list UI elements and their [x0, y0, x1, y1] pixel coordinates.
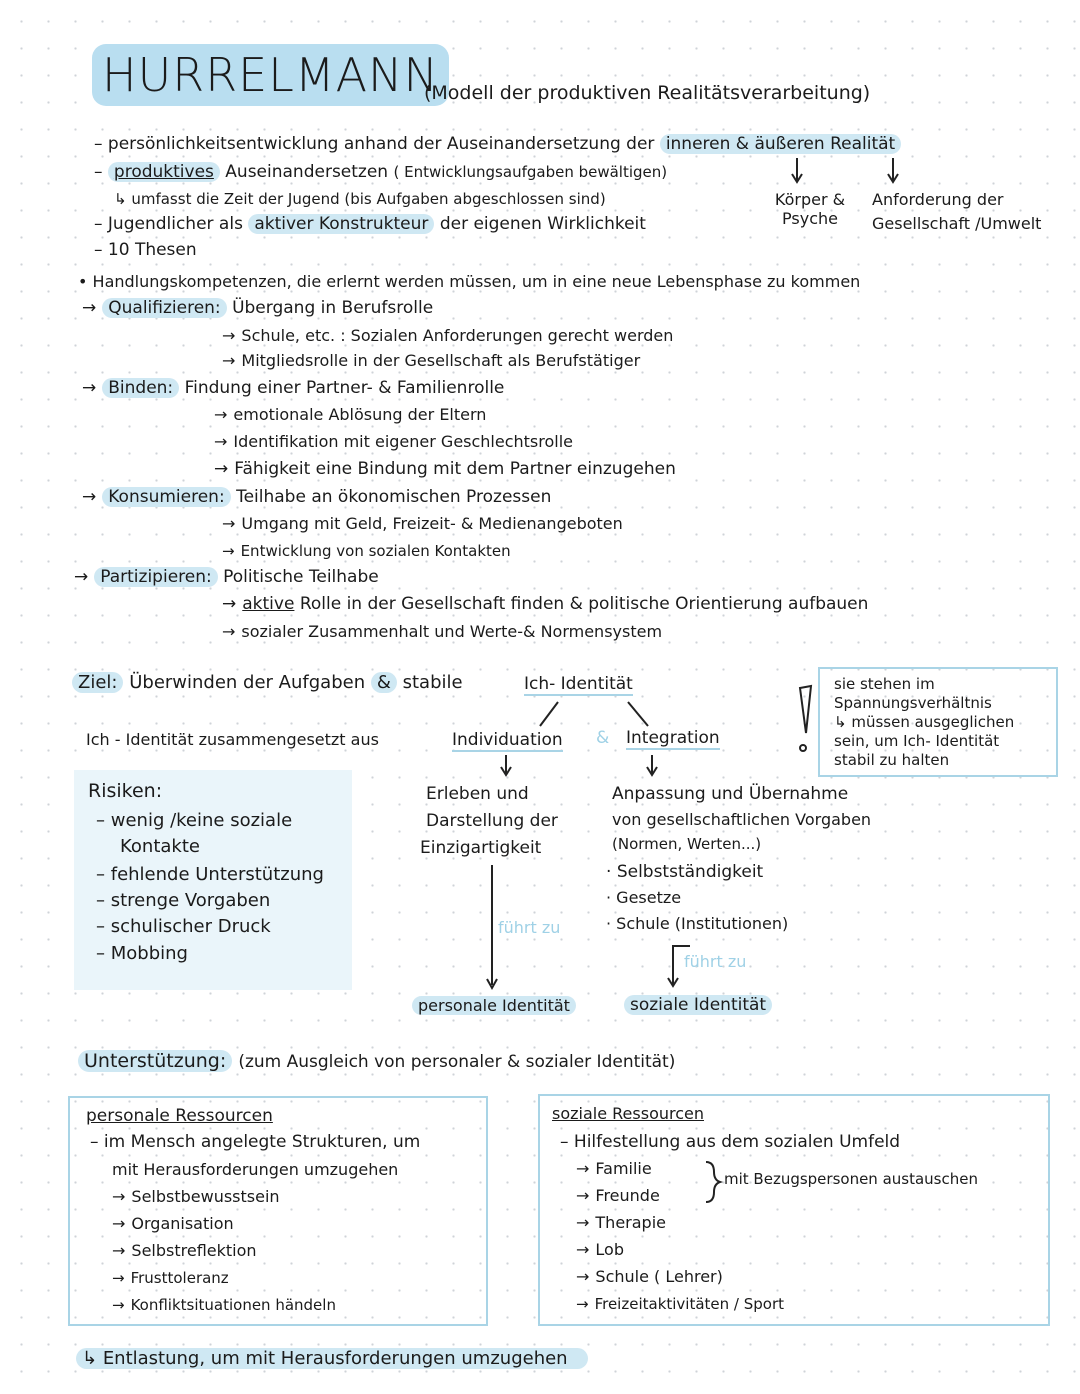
dash-bullet: – — [94, 240, 108, 260]
integ-item-text: Schule (Institutionen) — [616, 914, 789, 933]
dash-bullet: – — [96, 890, 111, 911]
arrow-right-icon: → — [222, 622, 236, 641]
risk-item-1b: Kontakte — [120, 836, 200, 857]
ampersand: & — [596, 728, 610, 748]
intro-line-5 — [94, 240, 197, 260]
arrow-right-icon: → — [222, 326, 236, 345]
intro-line-3 — [114, 190, 606, 208]
dash-bullet: – — [560, 1132, 574, 1152]
goal-text: stabile — [402, 672, 463, 693]
participate-item-2 — [222, 622, 662, 641]
social-item-3 — [576, 1213, 666, 1232]
arrow-right-icon: → — [222, 514, 236, 533]
risk-item-4 — [96, 916, 271, 937]
personal-identity-label: personale Identität — [412, 996, 576, 1015]
risks-heading: Risiken: — [88, 780, 163, 802]
social-item-text: Freunde — [595, 1186, 660, 1205]
participate-item-text: sozialer Zusammenhalt und Werte-& Normensystem — [241, 622, 663, 641]
participate-row — [74, 567, 379, 587]
arrow-right-icon: → — [112, 1214, 126, 1233]
social-item-text: Familie — [595, 1159, 652, 1178]
support-desc: (zum Ausgleich von personaler & sozialer Identität) — [238, 1052, 676, 1072]
highlight-constructor: aktiver Konstrukteur — [248, 214, 434, 234]
dot-bullet: • — [78, 272, 93, 291]
tension-line: Spannungsverhältnis — [834, 694, 992, 712]
support-label: Unterstützung: — [78, 1050, 232, 1072]
personal-line-2: mit Herausforderungen umzugehen — [112, 1160, 399, 1179]
consume-label: Konsumieren: — [102, 487, 230, 507]
personal-item-text: Selbstreflektion — [131, 1241, 257, 1260]
intro-text: ( Entwicklungsaufgaben bewältigen) — [393, 163, 668, 181]
consume-item-text: Entwicklung von sozialen Kontakten — [240, 542, 511, 560]
participate-label: Partizipieren: — [94, 567, 217, 587]
return-arrow-icon: ↳ — [114, 190, 132, 208]
qualify-item-2 — [222, 351, 640, 370]
dash-bullet: – — [96, 943, 111, 964]
qualify-item-text: Mitgliedsrolle in der Gesellschaft als Berufstätiger — [241, 351, 641, 370]
integ-item-text: Gesetze — [616, 888, 682, 907]
dash-bullet: – — [94, 134, 108, 154]
qualify-desc: Übergang in Berufsrolle — [232, 298, 434, 318]
consume-item-text: Umgang mit Geld, Freizeit- & Medienangeboten — [241, 514, 623, 533]
composed-text: Ich - Identität zusammengesetzt aus — [86, 730, 379, 749]
tension-text — [834, 675, 1014, 770]
highlight-reality: inneren & äußeren Realität — [660, 134, 901, 154]
intro-text: persönlichkeitsentwicklung anhand der Auseinandersetzung der — [107, 134, 655, 154]
bind-row — [82, 378, 504, 398]
risk-item-2 — [96, 864, 324, 885]
arrow-right-icon: → — [576, 1186, 590, 1205]
integ-item-text: Selbstständigkeit — [616, 862, 764, 882]
bind-item-text: emotionale Ablösung der Eltern — [233, 405, 487, 424]
footer-note-text: Entlastung, um mit Herausforderungen umzugehen — [102, 1348, 568, 1369]
brace-note: mit Bezugspersonen austauschen — [724, 1170, 978, 1188]
risk-text: Mobbing — [110, 943, 188, 964]
intro-text: der eigenen Wirklichkeit — [439, 214, 646, 234]
arrow-right-icon: → — [112, 1187, 126, 1206]
intro-text: Auseinandersetzen — [225, 162, 389, 182]
tension-line-arrow — [834, 713, 1014, 732]
bind-desc: Findung einer Partner- & Familienrolle — [184, 378, 505, 398]
risk-item-3 — [96, 890, 270, 911]
risk-text: strenge Vorgaben — [110, 890, 271, 911]
personal-item-2 — [112, 1214, 234, 1233]
personal-item-text: Frusttoleranz — [130, 1269, 229, 1287]
social-identity-label: soziale Identität — [624, 995, 772, 1015]
personal-item-text: Selbstbewusstsein — [131, 1187, 280, 1206]
dash-bullet: – — [94, 162, 108, 182]
page-subtitle: (Modell der produktiven Realitätsverarbeitung) — [424, 82, 871, 104]
social-resources-box — [538, 1094, 1050, 1326]
intro-line-1 — [94, 134, 901, 154]
risk-text: schulischer Druck — [110, 916, 271, 937]
competences-heading-text: Handlungskompetenzen, die erlernt werden müssen, um in eine neue Lebensphase zu kommen — [92, 272, 861, 291]
arrow-right-icon: → — [576, 1295, 589, 1313]
arrow-right-icon: → — [576, 1159, 590, 1178]
outer-reality-label-1: Anforderung der — [872, 190, 1004, 209]
arrow-right-icon: → — [576, 1267, 590, 1286]
intro-line-4 — [94, 214, 646, 234]
tension-line: sein, um Ich- Identität — [834, 732, 1000, 750]
goal-label: Ziel: — [72, 672, 123, 693]
leads-to-label-1: führt zu — [498, 918, 561, 937]
social-item-text: Freizeitaktivitäten / Sport — [594, 1295, 785, 1313]
participate-item-1 — [222, 594, 868, 614]
arrow-right-icon: → — [82, 378, 97, 398]
qualify-item-1 — [222, 326, 673, 345]
tension-box — [818, 667, 1058, 777]
risk-item-1 — [96, 810, 292, 831]
dot-bullet: · — [606, 888, 617, 907]
qualify-label: Qualifizieren: — [102, 298, 226, 318]
social-line-text: Hilfestellung aus dem sozialen Umfeld — [573, 1132, 901, 1152]
bind-item-1 — [214, 405, 486, 424]
arrow-right-icon: → — [214, 432, 228, 451]
bind-item-text: Identifikation mit eigener Geschlechtsrolle — [233, 432, 574, 451]
consume-desc: Teilhabe an ökonomischen Prozessen — [236, 487, 552, 507]
intro-text: umfasst die Zeit der Jugend (bis Aufgaben abgeschlossen sind) — [131, 190, 606, 208]
social-item-2 — [576, 1186, 660, 1205]
consume-item-1 — [222, 514, 623, 533]
social-item-4 — [576, 1240, 624, 1259]
arrow-right-icon: → — [214, 459, 229, 479]
goal-text: Überwinden der Aufgaben — [129, 672, 366, 693]
social-item-5 — [576, 1267, 723, 1286]
bind-item-3 — [214, 459, 676, 479]
personal-item-text: Organisation — [131, 1214, 234, 1233]
outer-reality-label-2: Gesellschaft /Umwelt — [872, 214, 1042, 233]
intro-line-2 — [94, 162, 667, 182]
arrow-right-icon: → — [112, 1296, 125, 1314]
integ-item-1 — [606, 862, 763, 882]
bind-item-2 — [214, 432, 573, 451]
goal-amp: & — [371, 672, 397, 693]
return-arrow-icon: ↳ — [82, 1348, 103, 1369]
personal-item-5 — [112, 1296, 336, 1314]
individuation-label: Individuation — [452, 730, 563, 750]
participate-desc: Politische Teilhabe — [223, 567, 379, 587]
return-arrow-icon: ↳ — [834, 713, 852, 731]
goal-row — [72, 672, 463, 693]
support-row — [78, 1050, 675, 1072]
highlight-productive: produktives — [108, 162, 220, 182]
leads-to-label-2: führt zu — [684, 952, 747, 971]
competences-heading — [78, 272, 860, 291]
social-line-1 — [560, 1132, 900, 1152]
intro-text: Jugendlicher als — [107, 214, 243, 234]
dot-bullet: · — [606, 914, 617, 933]
tension-line: stabil zu halten — [834, 751, 950, 769]
dash-bullet: – — [96, 810, 111, 831]
bind-label: Binden: — [102, 378, 179, 398]
social-resources-heading: soziale Ressourcen — [552, 1104, 704, 1123]
risk-text: fehlende Unterstützung — [110, 864, 324, 885]
indiv-desc-3: Einzigartigkeit — [420, 838, 542, 858]
bind-item-text: Fähigkeit eine Bindung mit dem Partner einzugehen — [234, 459, 676, 479]
integ-desc-3: (Normen, Werten...) — [612, 835, 762, 853]
page-title: HURRELMANN — [92, 44, 449, 106]
arrow-right-icon: → — [222, 351, 236, 370]
dash-bullet: – — [94, 214, 108, 234]
integration-label: Integration — [626, 728, 720, 748]
dash-bullet: – — [96, 864, 111, 885]
inner-reality-label: Körper & Psyche — [774, 190, 846, 228]
arrow-right-icon: → — [112, 1269, 125, 1287]
social-item-text: Schule ( Lehrer) — [595, 1267, 723, 1286]
arrow-right-icon: → — [222, 594, 237, 614]
indiv-desc-1: Erleben und — [426, 784, 529, 804]
qualify-item-text: Schule, etc. : Sozialen Anforderungen gerecht werden — [241, 326, 674, 345]
personal-item-3 — [112, 1241, 257, 1260]
dot-bullet: · — [606, 862, 617, 882]
ich-identity-label: Ich- Identität — [524, 674, 633, 694]
participate-item-emph: aktive — [242, 594, 295, 614]
arrow-right-icon: → — [74, 567, 89, 587]
tension-line: sie stehen im — [834, 675, 935, 693]
arrow-right-icon: → — [112, 1241, 126, 1260]
dash-bullet: – — [96, 916, 111, 937]
arrow-right-icon: → — [576, 1213, 590, 1232]
tension-line: müssen ausgeglichen — [851, 713, 1015, 731]
qualify-row — [82, 298, 433, 318]
personal-item-4 — [112, 1269, 229, 1287]
risk-text: wenig /keine soziale — [110, 810, 293, 831]
personal-line-1 — [90, 1132, 420, 1152]
integ-desc-1: Anpassung und Übernahme — [612, 784, 849, 804]
consume-row — [82, 487, 551, 507]
social-item-6 — [576, 1295, 784, 1313]
integ-desc-2: von gesellschaftlichen Vorgaben — [612, 810, 872, 829]
integ-item-2 — [606, 888, 681, 907]
arrow-right-icon: → — [214, 405, 228, 424]
personal-resources-heading: personale Ressourcen — [86, 1106, 273, 1126]
social-item-1 — [576, 1159, 652, 1178]
personal-line-text: im Mensch angelegte Strukturen, um — [103, 1132, 421, 1152]
indiv-desc-2: Darstellung der — [426, 811, 558, 831]
arrow-right-icon: → — [82, 487, 97, 507]
arrow-right-icon: → — [82, 298, 97, 318]
arrow-right-icon: → — [222, 542, 235, 560]
integ-item-3 — [606, 914, 788, 933]
intro-text: 10 Thesen — [107, 240, 197, 260]
personal-item-1 — [112, 1187, 280, 1206]
social-item-text: Therapie — [595, 1213, 666, 1232]
personal-resources-box — [68, 1096, 488, 1326]
footer-note — [76, 1348, 588, 1369]
participate-item-text: Rolle in der Gesellschaft finden & politische Orientierung aufbauen — [299, 594, 869, 614]
consume-item-2 — [222, 542, 511, 560]
arrow-right-icon: → — [576, 1240, 590, 1259]
dash-bullet: – — [90, 1132, 104, 1152]
personal-item-text: Konfliktsituationen händeln — [130, 1296, 336, 1314]
risk-item-5 — [96, 943, 188, 964]
social-item-text: Lob — [595, 1240, 624, 1259]
